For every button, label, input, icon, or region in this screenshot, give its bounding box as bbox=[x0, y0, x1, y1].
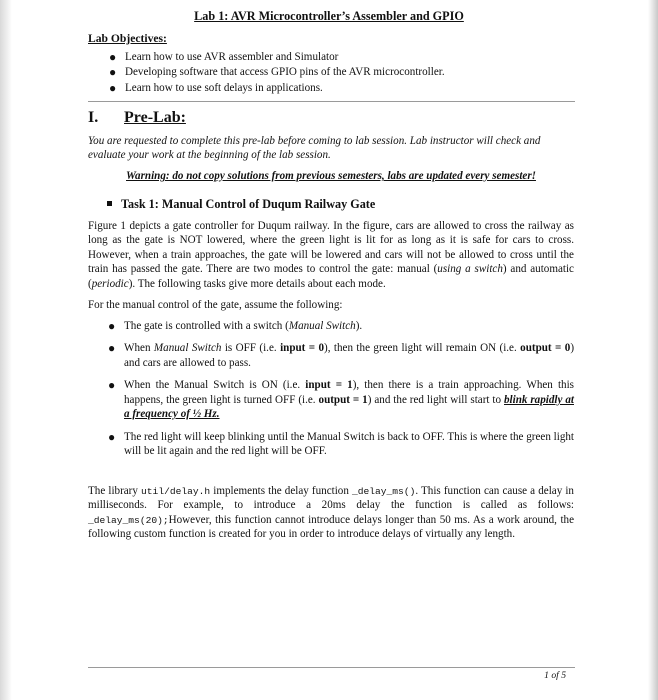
conditions-list bbox=[108, 319, 574, 466]
delay-library-description: The library util/delay.h implements the delay function _delay_ms(). This function can cause a delay in milliseconds. For example, to introduce a 20ms delay the function is called as follows: _delay_ms(20);However, this function cannot introduce delays longer than 50 ms. As a work around, the following custom function is created for you in order to introduce delays of virtually any length. bbox=[88, 485, 574, 541]
prelab-instructions: You are requested to complete this pre-lab before coming to lab session. Lab instructor will check and evaluate your work at the beginning of the lab session. bbox=[88, 135, 541, 162]
section-name: Pre-Lab: bbox=[124, 109, 186, 126]
code-library-name: util/delay.h bbox=[141, 486, 211, 497]
section-heading bbox=[88, 108, 186, 129]
objectives-heading: Lab Objectives: bbox=[88, 32, 167, 45]
objectives-list bbox=[109, 50, 589, 96]
condition-item: ● The red light will keep blinking until the Manual Switch is back to OFF. This is where the green light will be lit again and the red light will be OFF. bbox=[108, 429, 574, 457]
bullet-icon: ● bbox=[108, 429, 116, 444]
bullet-icon: ● bbox=[109, 80, 117, 95]
code-function-name: _delay_ms() bbox=[352, 486, 416, 497]
bullet-icon: ● bbox=[108, 341, 116, 356]
page-shadow-right bbox=[648, 0, 658, 700]
task-title: Task 1: Manual Control of Duqum Railway Gate bbox=[107, 197, 375, 213]
divider bbox=[88, 101, 575, 102]
section-number: I. bbox=[88, 109, 99, 126]
warning-notice: Warning: do not copy solutions from previous semesters, labs are updated every semester! bbox=[126, 170, 536, 182]
bullet-icon: ● bbox=[109, 65, 117, 80]
objective-item: ● Learn how to use soft delays in applications. bbox=[109, 80, 323, 95]
task-description: Figure 1 depicts a gate controller for Duqum railway. In the figure, cars are allowed to cross the railway as long as the gate is NOT lowered, where the green light is lit for as long as it is safe for cars to cross. However, when a train approaches, the gate will be lowered and cars will not be allowed to cross until the train has passed the gate. There are two modes to control the gate: manual (using a switch) and automatic (periodic). The following tasks give more details about each mode. bbox=[88, 220, 574, 290]
document-title: Lab 1: AVR Microcontroller’s Assembler and GPIO bbox=[194, 9, 464, 23]
manual-control-intro: For the manual control of the gate, assume the following: bbox=[88, 299, 343, 311]
bullet-icon: ● bbox=[108, 378, 116, 393]
page-number: 1 of 5 bbox=[544, 670, 566, 681]
condition-item: ● When the Manual Switch is ON (i.e. input = 1), then there is a train approaching. When this happens, the green light is turned OFF (i.e. output = 1) and the red light will start to blink rapidly at a frequency of ½ Hz. bbox=[108, 378, 574, 421]
objective-item: ● Learn how to use AVR assembler and Simulator bbox=[109, 50, 339, 64]
square-bullet-icon bbox=[107, 201, 112, 206]
footer-divider bbox=[88, 667, 575, 668]
condition-item: ● When Manual Switch is OFF (i.e. input = 0), then the green light will remain ON (i.e. output = 0) and cars are allowed to pass. bbox=[108, 341, 575, 369]
code-function-call: _delay_ms(20); bbox=[88, 514, 169, 526]
bullet-icon: ● bbox=[109, 50, 117, 64]
condition-item: ● The gate is controlled with a switch (Manual Switch). bbox=[108, 319, 363, 333]
bullet-icon: ● bbox=[108, 319, 116, 333]
objective-item: ● Developing software that access GPIO pins of the AVR microcontroller. bbox=[109, 65, 445, 80]
page-shadow-left bbox=[0, 0, 12, 700]
